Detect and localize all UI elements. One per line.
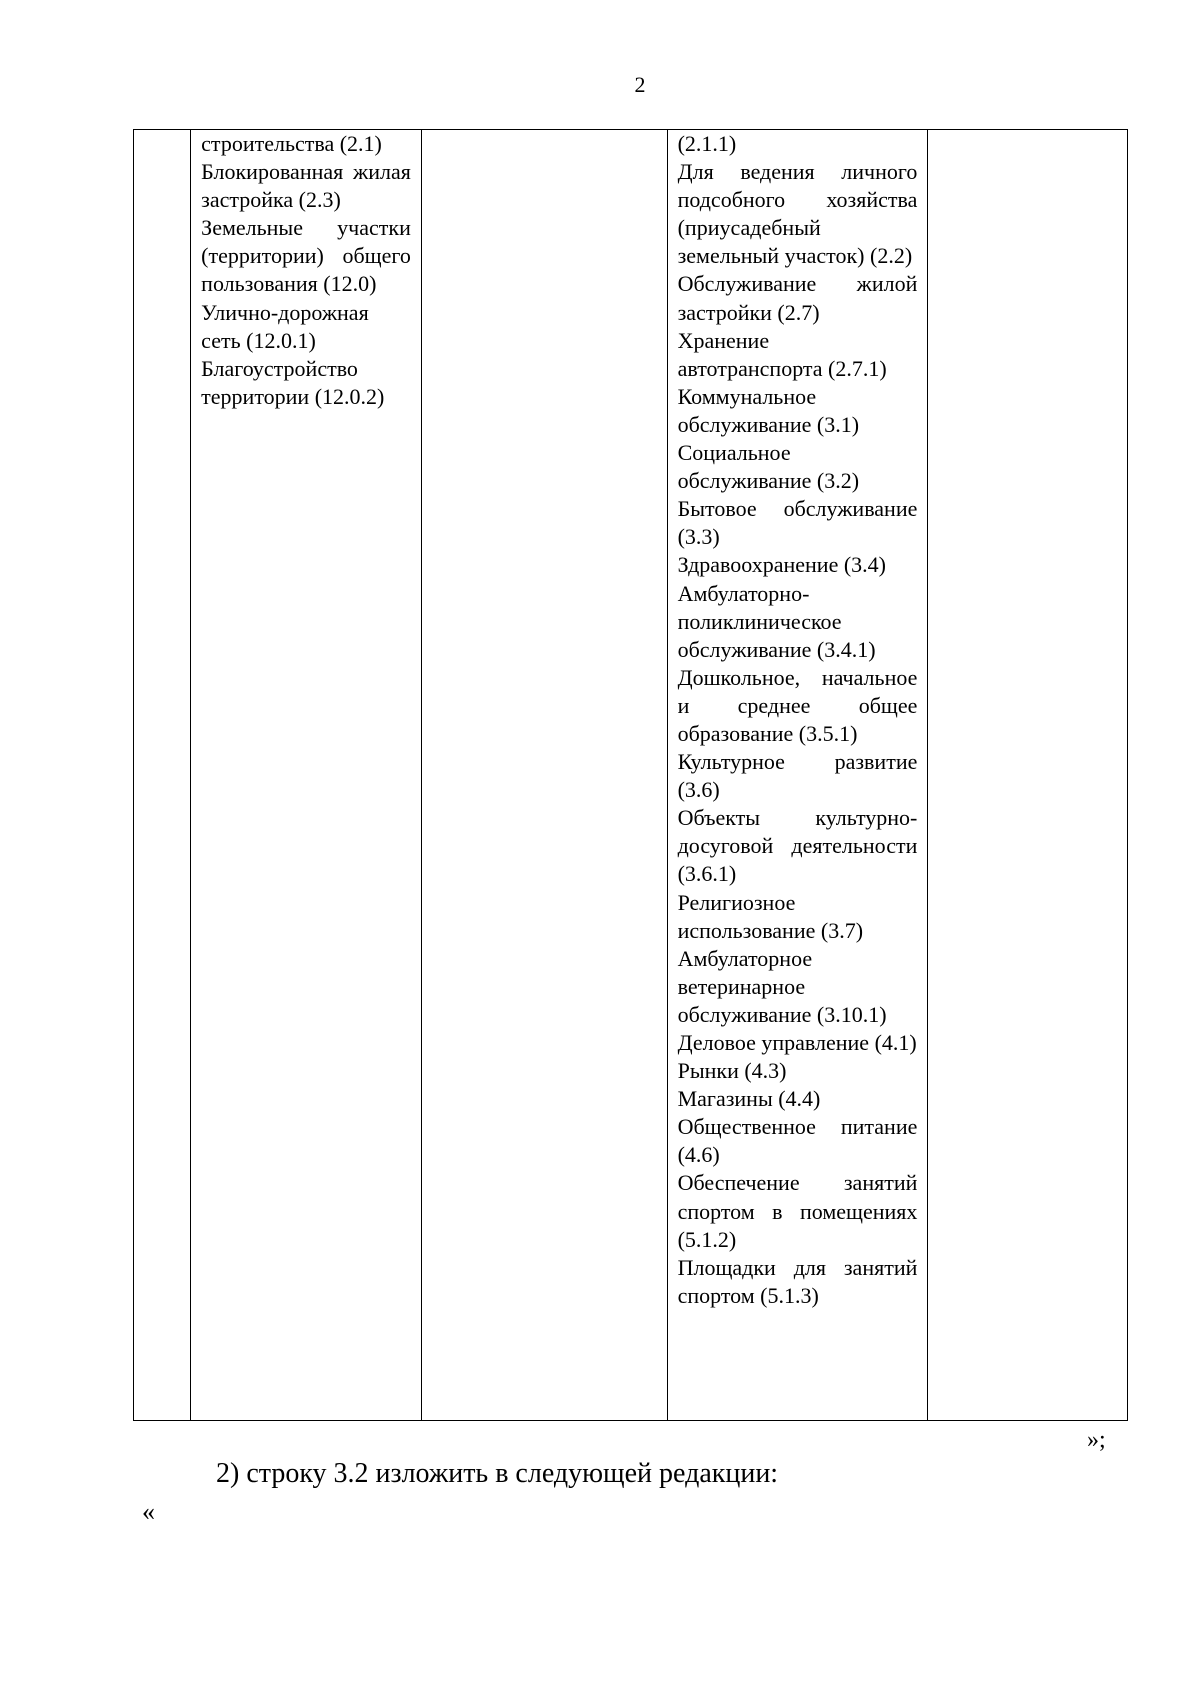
list-item: Культурное развитие (3.6) bbox=[677, 749, 918, 803]
list-item: Площадки для занятий спортом (5.1.3) bbox=[677, 1254, 918, 1308]
list-item: Объекты культурно-досуговой деятельности (3.6.1) bbox=[677, 805, 918, 887]
list-item: Обслуживание жилой застройки (2.7) bbox=[677, 271, 918, 325]
table-cell-empty bbox=[421, 130, 667, 1421]
table-cell-number bbox=[134, 130, 191, 1421]
table-cell-conditional-uses bbox=[667, 130, 928, 1421]
list-item: Земельные участки (территории) общего пользования (12.0) bbox=[201, 215, 411, 297]
list-item: Амбулаторно-поликлиническое обслуживание (3.4.1) bbox=[677, 580, 876, 662]
table-row bbox=[134, 130, 1128, 1421]
list-item: Здравоохранение (3.4) bbox=[677, 552, 886, 578]
list-item: Улично-дорожная сеть (12.0.1) bbox=[201, 299, 369, 353]
list-item: Религиозное использование (3.7) bbox=[677, 889, 864, 943]
list-item: Бытовое обслуживание (3.3) bbox=[677, 496, 918, 550]
page-number: 2 bbox=[634, 72, 646, 97]
conditional-uses-list bbox=[668, 130, 928, 1310]
list-item: Коммунальное обслуживание (3.1) bbox=[677, 383, 860, 437]
list-item: Для ведения личного подсобного хозяйства (приусадебный земельный участок) (2.2) bbox=[677, 159, 918, 269]
list-item: Хранение автотранспорта (2.7.1) bbox=[677, 327, 887, 381]
opening-quote: « bbox=[142, 1497, 155, 1526]
list-item: Общественное питание (4.6) bbox=[677, 1114, 918, 1168]
list-item: Магазины (4.4) bbox=[677, 1086, 821, 1112]
document-table bbox=[133, 129, 1128, 1421]
list-item: Рынки (4.3) bbox=[677, 1058, 787, 1084]
list-item: Деловое управление (4.1) bbox=[677, 1030, 917, 1055]
list-item: Благоустройство территории (12.0.2) bbox=[201, 355, 385, 409]
list-item: Социальное обслуживание (3.2) bbox=[677, 440, 860, 494]
list-item: Амбулаторное ветеринарное обслуживание (3.10.1) bbox=[677, 945, 887, 1027]
table-cell-main-uses bbox=[191, 130, 422, 1421]
list-item: Обеспечение занятий спортом в помещениях (5.1.2) bbox=[677, 1170, 918, 1252]
amendment-paragraph: 2) строку 3.2 изложить в следующей редакции: bbox=[216, 1458, 779, 1489]
list-item: Дошкольное, начальное и среднее общее образование (3.5.1) bbox=[677, 664, 918, 746]
main-uses-list bbox=[191, 130, 421, 411]
list-item: Блокированная жилая застройка (2.3) bbox=[201, 159, 411, 213]
closing-quote: »; bbox=[1087, 1427, 1106, 1453]
list-item: строительства (2.1) bbox=[201, 131, 382, 156]
table-cell-empty bbox=[928, 130, 1128, 1421]
list-item: (2.1.1) bbox=[677, 131, 737, 156]
